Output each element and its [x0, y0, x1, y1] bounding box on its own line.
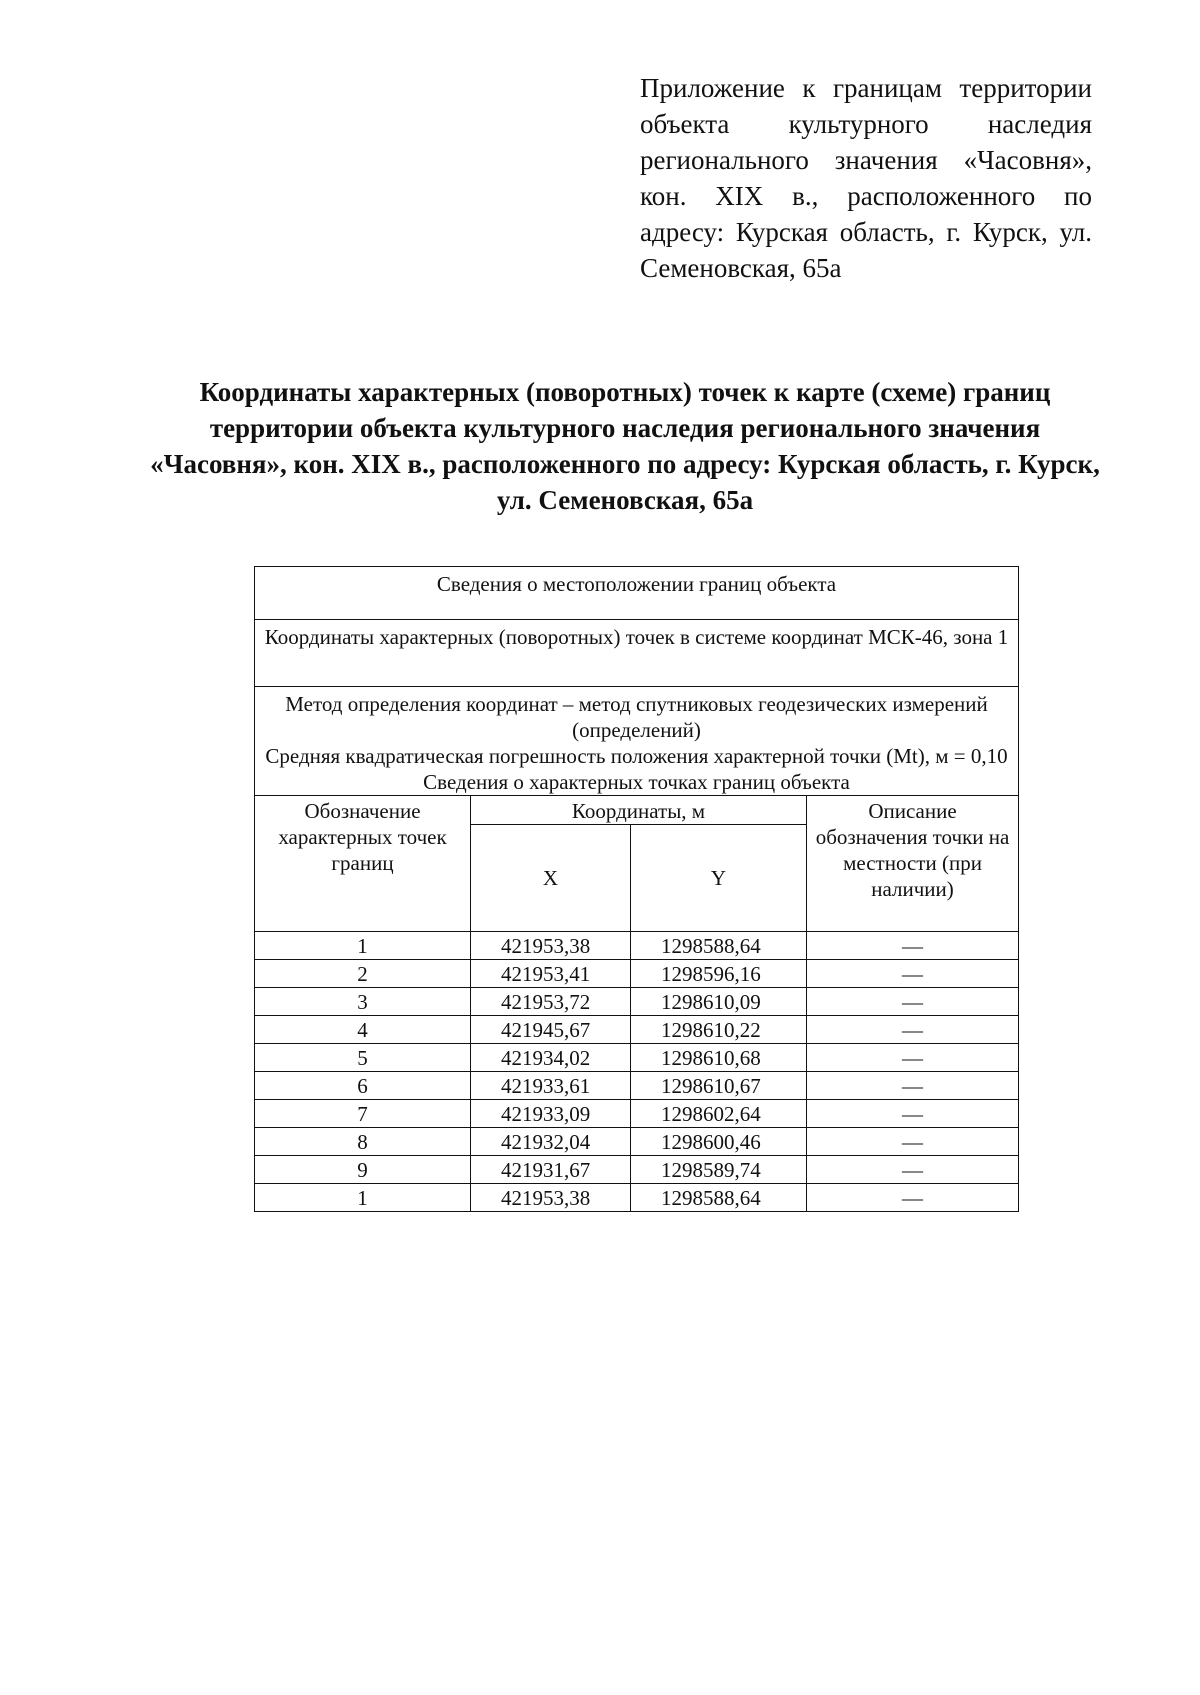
x-value: 421953,72 [471, 988, 631, 1016]
point-id: 8 [255, 1128, 471, 1156]
y-value: 1298610,68 [631, 1044, 807, 1072]
table-row [255, 1044, 1019, 1072]
y-value: 1298589,74 [631, 1156, 807, 1184]
location-heading: Сведения о местоположении границ объекта [255, 567, 1019, 620]
header-row [255, 796, 1019, 825]
y-value: 1298600,46 [631, 1128, 807, 1156]
point-id: 4 [255, 1016, 471, 1044]
y-value: 1298610,09 [631, 988, 807, 1016]
x-value: 421953,38 [471, 1184, 631, 1212]
description-value: — [807, 1100, 1019, 1128]
description-value: — [807, 1184, 1019, 1212]
description-value: — [807, 1016, 1019, 1044]
y-value: 1298610,22 [631, 1016, 807, 1044]
x-value: 421953,41 [471, 960, 631, 988]
y-value: 1298602,64 [631, 1100, 807, 1128]
description-value: — [807, 1156, 1019, 1184]
table-row [255, 1128, 1019, 1156]
point-id: 1 [255, 1184, 471, 1212]
x-value: 421934,02 [471, 1044, 631, 1072]
x-value: 421933,61 [471, 1072, 631, 1100]
point-id: 3 [255, 988, 471, 1016]
description-value: — [807, 1072, 1019, 1100]
point-id: 5 [255, 1044, 471, 1072]
description-value: — [807, 932, 1019, 960]
location-heading-row [255, 567, 1019, 620]
x-value: 421953,38 [471, 932, 631, 960]
table-row [255, 1184, 1019, 1212]
y-value: 1298588,64 [631, 932, 807, 960]
table-row [255, 960, 1019, 988]
document-title-text: Координаты характерных (поворотных) точек к карте (схеме) границ территории объекта культурного наследия регионального значения «Часовня», кон. XIX в., расположенного по адресу: Курская область, г. Курск, ул. Семеновская, 65а [150, 377, 1100, 515]
points-heading: Сведения о характерных точках границ объекта [423, 770, 850, 794]
x-value: 421932,04 [471, 1128, 631, 1156]
appendix-note [640, 70, 1092, 286]
x-value: 421945,67 [471, 1016, 631, 1044]
table-row [255, 932, 1019, 960]
x-value: 421933,09 [471, 1100, 631, 1128]
y-value: 1298596,16 [631, 960, 807, 988]
point-id: 9 [255, 1156, 471, 1184]
coord-system-row [255, 620, 1019, 687]
header-x: X [471, 825, 631, 932]
description-value: — [807, 1128, 1019, 1156]
table-row [255, 1100, 1019, 1128]
method-row [255, 687, 1019, 796]
header-y: Y [631, 825, 807, 932]
header-description: Описание обозначения точки на местности (при наличии) [807, 796, 1019, 932]
header-point: Обозначение характерных точек границ [255, 796, 471, 932]
table-row [255, 988, 1019, 1016]
method-cell [255, 687, 1019, 796]
point-id: 1 [255, 932, 471, 960]
point-id: 6 [255, 1072, 471, 1100]
point-id: 2 [255, 960, 471, 988]
appendix-text: Приложение к границам территории объекта культурного наследия регионального значения «Часовня», кон. XIX в., расположенного по адресу: Курская область, г. Курск, ул. Семеновская, 65а [640, 73, 1092, 283]
method-text: Метод определения координат – метод спутниковых геодезических измерений (определений) [285, 692, 988, 742]
description-value: — [807, 1044, 1019, 1072]
coord-system: Координаты характерных (поворотных) точек в системе координат МСК-46, зона 1 [255, 620, 1019, 687]
point-id: 7 [255, 1100, 471, 1128]
table-row [255, 1156, 1019, 1184]
description-value: — [807, 988, 1019, 1016]
table-row [255, 1072, 1019, 1100]
accuracy-text: Средняя квадратическая погрешность положения характерной точки (Mt), м = 0,10 [265, 744, 1008, 768]
y-value: 1298588,64 [631, 1184, 807, 1212]
coordinates-table [254, 566, 1019, 1212]
x-value: 421931,67 [471, 1156, 631, 1184]
document-title [150, 374, 1100, 518]
header-coords: Координаты, м [471, 796, 807, 825]
y-value: 1298610,67 [631, 1072, 807, 1100]
description-value: — [807, 960, 1019, 988]
table-row [255, 1016, 1019, 1044]
